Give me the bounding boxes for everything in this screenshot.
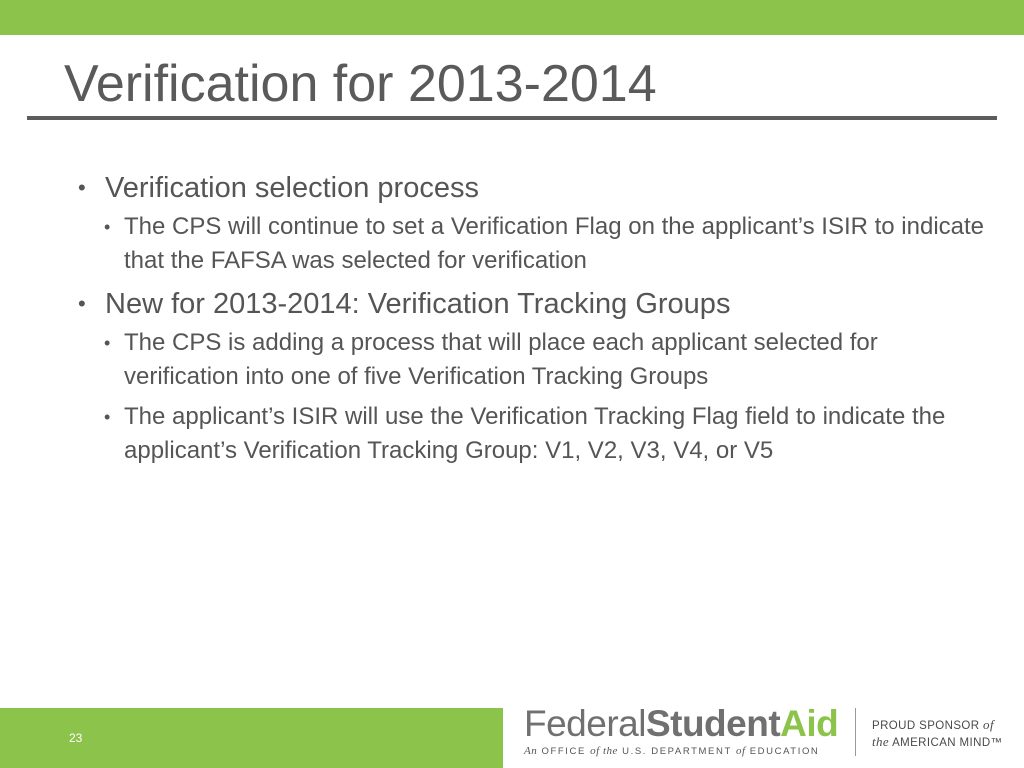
top-accent-bar — [0, 0, 1024, 35]
bullet-dot: • — [104, 333, 111, 353]
footer-divider — [855, 708, 856, 756]
bullet-text: The CPS is adding a process that will place each applicant selected for verification into one of five Verification Tracking Groups — [124, 329, 878, 390]
bullet-text: The applicant’s ISIR will use the Verification Tracking Flag field to indicate the applicant’s Verification Tracking Group: V1, V2, V3, V4, or V5 — [124, 403, 946, 464]
bullet-dot: • — [104, 407, 111, 427]
logo-tagline — [524, 745, 838, 757]
slide-body — [78, 170, 998, 468]
bullet-level1 — [78, 286, 998, 322]
bullet-level2 — [104, 326, 998, 394]
tagline-part: OFFICE — [541, 746, 586, 757]
sponsor-part: of — [983, 717, 994, 732]
tagline-part: U.S. DEPARTMENT — [622, 746, 732, 757]
sponsor-line-2 — [872, 734, 1002, 751]
bullet-level2 — [104, 400, 998, 468]
tagline-part: of — [735, 745, 746, 757]
bullet-text: The CPS will continue to set a Verification Flag on the applicant’s ISIR to indicate that the FAFSA was selected for verification — [124, 213, 985, 274]
bullet-level1 — [78, 170, 998, 206]
bullet-level2 — [104, 210, 998, 278]
logo-word-federal: Federal — [524, 703, 646, 744]
bullet-dot: • — [104, 217, 111, 237]
sponsor-part: PROUD SPONSOR — [872, 720, 980, 732]
bullet-dot: • — [78, 175, 86, 200]
tagline-part: An — [524, 745, 538, 757]
bullet-dot: • — [78, 291, 86, 316]
logo-wordmark — [524, 704, 838, 744]
sponsor-part: the — [872, 734, 890, 749]
bullet-text: New for 2013-2014: Verification Tracking Groups — [105, 288, 731, 320]
page-number: 23 — [69, 731, 83, 745]
logo-word-student: Student — [645, 703, 781, 744]
bullet-text: Verification selection process — [105, 172, 479, 204]
sponsor-line-1 — [872, 717, 1002, 734]
tagline-part: of the — [590, 745, 618, 757]
tagline-part: EDUCATION — [749, 746, 820, 757]
proud-sponsor-text — [872, 717, 1002, 751]
title-underline — [27, 116, 997, 120]
logo-word-aid: Aid — [780, 703, 839, 744]
sponsor-part: AMERICAN MIND™ — [892, 737, 1003, 749]
federal-student-aid-logo — [524, 704, 838, 757]
slide-title: Verification for 2013-2014 — [64, 55, 657, 113]
